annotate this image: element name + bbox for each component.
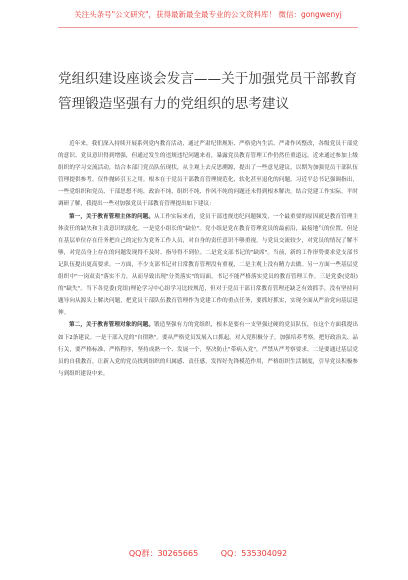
title-line-2: 管理锻造坚强有力的党组织的思考建议	[58, 96, 290, 112]
document-title	[58, 67, 358, 117]
banner-text: 关注头条号"公文研究"，获得最新最全最专业的公文资料库！ 微信：gongwenyj	[74, 10, 342, 19]
footer-contact	[58, 548, 358, 559]
section-text: 从工作实际来看，党员干部违规违纪问题频发，一个最重要的原因就是教育管理主体责任的缺失和主责意识的淡化。一是党小组长的"缺位"。党小组是党在教育管理党员的最前沿，最接地气的位置，但是在基层单位存在任务把自己的定位为党务工作人员，对自身的责任意识不够重视，与党员交流较少，对党员的情况了解不够，对党员身上存在的问题发现得不及时、指导得不到位。二是党支部书记的"缺席"。当前，新的工作形势要求党支部书记队伍提出更高要求。一方面，不少支部书记对日常教育管理没有重视，二是主观上没有精力去做。另一方面一些基层党组织中"一岗双责"落实不力，从而导致出现"分类落实"的局面，书记不能严格落实党员的教育管理工作。三是党委(党组)的"缺失"。当下各党委(党组)理论学习中心组学习比较规范，但对于党员干部日常教育管理还缺乏有效抓手，没有坚持问题导向从源头上解决问题，把党员干部队伍教育管理作为党建工作的重点任务，要抓好抓实，实现全面从严治党向基层延伸。	[58, 213, 358, 317]
section-text: 锻造坚强有力的党组织，根本是要有一支坚强过硬的党员队伍，在这个方面我提出如下2条建议。一是干部入党的"自律熟"。要从严格党员发展入口抓起，对入党积极分子，加强培养考察，把好政治关、品行关，要严格标准、严格程序，坚持成熟一个、发展一个，坚决防止"带病入党"，严禁从严考察要求。二是要通过基层党员的自我教育，让新入党的党员找到组织的归属感、责任感，发挥好先锋模范作用，严格组织生活制度，引导党员积极参与到组织建设中来。	[58, 322, 358, 377]
document-body	[58, 138, 358, 380]
section-heading: 第二，关于教育管理对象的问题。	[69, 322, 155, 329]
footer-qq-group: QQ群：30265665	[128, 549, 199, 558]
top-banner	[58, 9, 358, 28]
body-paragraph	[58, 319, 358, 379]
section-heading: 第一，关于教育管理主体的问题。	[69, 213, 155, 220]
footer-qq: QQ：535304092	[220, 549, 288, 558]
body-paragraph	[58, 211, 358, 320]
title-line-1: 党组织建设座谈会发言——关于加强党员干部教育	[58, 71, 358, 87]
body-paragraph: 近年来，我们深入持续开展系列党内教育活动，通过严肃纪律规矩、严格党内生活、严肃作风整改，各级党员干部党的意识、党员意识得到增强，但通过发生的违规违纪问题来看，暴露党员教育管理工作仍然任重道远。近来通过参加上级组织的学习交流活动，结合本部门党员队伍现状，从主观上去反思溯源，提出了一些意见建议，以期为加强党员干部队伍管理提供参考，仅作抛砖引玉之用。根本在于党员干部教育管理规范化、软化甚至退化的问题，习近平总书记强调指出，一些党组织和党员、干部思想不纯、政治不纯、组织不纯、作风不纯的问题还未得到根本解决。结合党建工作实际，平时调研了解，我提出一些对加强党员干部教育管理提出如下建议：	[58, 141, 358, 208]
